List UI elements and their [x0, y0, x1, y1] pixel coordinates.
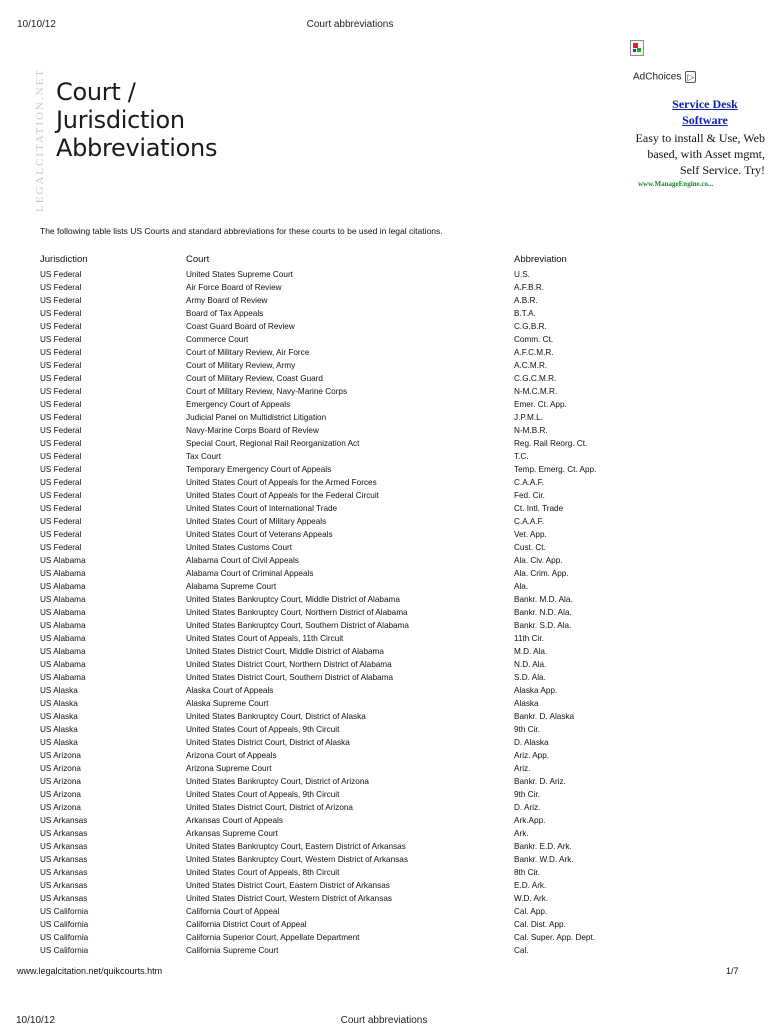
table-row	[40, 827, 654, 840]
broken-image-icon	[630, 40, 644, 56]
cell-jurisdiction: US Federal	[40, 374, 82, 383]
cell-court: Tax Court	[186, 452, 222, 461]
cell-abbreviation: D. Alaska	[514, 738, 549, 747]
cell-jurisdiction: US Federal	[40, 491, 82, 500]
table-row	[40, 879, 654, 892]
cell-abbreviation: U.S.	[514, 270, 530, 279]
cell-abbreviation: Comm. Ct.	[514, 335, 554, 344]
cell-abbreviation: A.F.B.R.	[514, 283, 545, 292]
cell-abbreviation: Alaska	[514, 699, 539, 708]
cell-abbreviation: 9th Cir.	[514, 790, 540, 799]
cell-court: United States District Court, District of Alaska	[186, 738, 350, 747]
table-row	[40, 359, 654, 372]
table-row	[40, 866, 654, 879]
cell-jurisdiction: US California	[40, 946, 89, 955]
cell-abbreviation: C.A.A.F.	[514, 478, 545, 487]
cell-court: Air Force Board of Review	[186, 283, 282, 292]
page-title	[56, 78, 217, 162]
cell-abbreviation: C.A.A.F.	[514, 517, 545, 526]
table-row	[40, 775, 654, 788]
adchoices-link[interactable]	[633, 71, 696, 83]
cell-abbreviation: Emer. Ct. App.	[514, 400, 567, 409]
cell-jurisdiction: US Alabama	[40, 569, 86, 578]
cell-abbreviation: T.C.	[514, 452, 529, 461]
cell-jurisdiction: US Arizona	[40, 790, 81, 799]
table-row	[40, 788, 654, 801]
cell-jurisdiction: US Alaska	[40, 686, 78, 695]
cell-abbreviation: N-M.B.R.	[514, 426, 548, 435]
cell-court: United States Court of Appeals for the Federal Circuit	[186, 491, 379, 500]
next-page-header-title: Court abbreviations	[340, 1015, 428, 1026]
cell-abbreviation: Bankr. D. Alaska	[514, 712, 575, 721]
cell-abbreviation: Ala. Civ. App.	[514, 556, 563, 565]
cell-jurisdiction: US Arizona	[40, 764, 81, 773]
cell-jurisdiction: US Federal	[40, 348, 82, 357]
cell-court: Alaska Court of Appeals	[186, 686, 274, 695]
cell-court: Arizona Supreme Court	[186, 764, 272, 773]
cell-court: United States Court of Appeals for the Armed Forces	[186, 478, 377, 487]
cell-abbreviation: N.D. Ala.	[514, 660, 547, 669]
cell-court: Court of Military Review, Army	[186, 361, 296, 370]
cell-jurisdiction: US Federal	[40, 335, 82, 344]
table-row	[40, 385, 654, 398]
cell-court: United States Customs Court	[186, 543, 293, 552]
table-row	[40, 320, 654, 333]
cell-abbreviation: A.F.C.M.R.	[514, 348, 554, 357]
cell-jurisdiction: US Alabama	[40, 647, 86, 656]
cell-abbreviation: Ariz. App.	[514, 751, 550, 760]
cell-jurisdiction: US Arkansas	[40, 855, 88, 864]
footer-page-number: 1/7	[726, 966, 739, 976]
cell-jurisdiction: US Federal	[40, 270, 82, 279]
page-title-line1: Court /	[56, 78, 136, 106]
cell-jurisdiction: US Alabama	[40, 621, 86, 630]
cell-court: United States Bankruptcy Court, District of Arizona	[186, 777, 369, 786]
table-row	[40, 801, 654, 814]
page-title-line2: Jurisdiction	[56, 106, 185, 134]
footer-url: www.legalcitation.net/quikcourts.htm	[17, 966, 163, 976]
cell-abbreviation: A.B.R.	[514, 296, 538, 305]
cell-abbreviation: 9th Cir.	[514, 725, 540, 734]
cell-jurisdiction: US Alaska	[40, 699, 78, 708]
table-row	[40, 723, 654, 736]
cell-court: United States Bankruptcy Court, Western District of Arkansas	[186, 855, 408, 864]
cell-abbreviation: Alaska App.	[514, 686, 558, 695]
cell-court: Alabama Court of Civil Appeals	[186, 556, 299, 565]
cell-court: Court of Military Review, Navy-Marine Corps	[186, 387, 348, 396]
brand-watermark: LEGALCITATION.NET	[34, 67, 46, 212]
cell-court: California District Court of Appeal	[186, 920, 307, 929]
cell-jurisdiction: US Federal	[40, 387, 82, 396]
cell-court: United States Court of Appeals, 9th Circuit	[186, 790, 340, 799]
table-row	[40, 710, 654, 723]
table-row	[40, 554, 654, 567]
table-row	[40, 853, 654, 866]
table-row	[40, 762, 654, 775]
cell-jurisdiction: US Federal	[40, 452, 82, 461]
table-row	[40, 918, 654, 931]
cell-abbreviation: Bankr. M.D. Ala.	[514, 595, 573, 604]
cell-jurisdiction: US Alabama	[40, 582, 86, 591]
table-row	[40, 632, 654, 645]
cell-court: Arkansas Court of Appeals	[186, 816, 283, 825]
cell-court: United States District Court, District of Arizona	[186, 803, 353, 812]
cell-abbreviation: C.G.C.M.R.	[514, 374, 557, 383]
table-row	[40, 268, 654, 281]
cell-court: United States District Court, Western District of Arkansas	[186, 894, 392, 903]
table-row	[40, 333, 654, 346]
cell-abbreviation: Cal.	[514, 946, 529, 955]
intro-text: The following table lists US Courts and standard abbreviations for these courts to be used in legal citations.	[40, 226, 443, 236]
cell-abbreviation: Ct. Intl. Trade	[514, 504, 564, 513]
cell-court: Judicial Panel on Multidistrict Litigation	[186, 413, 327, 422]
table-row	[40, 749, 654, 762]
cell-abbreviation: B.T.A.	[514, 309, 536, 318]
table-row	[40, 944, 654, 957]
cell-abbreviation: Cal. Dist. App.	[514, 920, 566, 929]
table-row	[40, 307, 654, 320]
cell-court: California Superior Court, Appellate Department	[186, 933, 360, 942]
cell-court: Alabama Supreme Court	[186, 582, 277, 591]
cell-court: Emergency Court of Appeals	[186, 400, 291, 409]
cell-jurisdiction: US Federal	[40, 530, 82, 539]
table-row	[40, 489, 654, 502]
cell-jurisdiction: US Alaska	[40, 738, 78, 747]
cell-court: United States Court of Appeals, 11th Circuit	[186, 634, 344, 643]
cell-abbreviation: Bankr. E.D. Ark.	[514, 842, 572, 851]
cell-abbreviation: Bankr. D. Ariz.	[514, 777, 566, 786]
cell-jurisdiction: US Arkansas	[40, 829, 88, 838]
table-row	[40, 294, 654, 307]
adchoices-icon: ▷	[687, 72, 695, 82]
cell-abbreviation: E.D. Ark.	[514, 881, 547, 890]
cell-abbreviation: Ala.	[514, 582, 529, 591]
cell-court: United States District Court, Middle District of Alabama	[186, 647, 384, 656]
cell-jurisdiction: US Federal	[40, 296, 82, 305]
table-row	[40, 840, 654, 853]
ad-url-link[interactable]: www.ManageEngine.co...	[638, 180, 714, 188]
cell-abbreviation: A.C.M.R.	[514, 361, 548, 370]
cell-jurisdiction: US Arkansas	[40, 868, 88, 877]
next-page-header-date: 10/10/12	[16, 1015, 55, 1026]
cell-jurisdiction: US Alaska	[40, 725, 78, 734]
cell-jurisdiction: US Federal	[40, 309, 82, 318]
cell-jurisdiction: US Arkansas	[40, 881, 88, 890]
cell-abbreviation: Ariz.	[514, 764, 531, 773]
cell-abbreviation: Ark.App.	[514, 816, 546, 825]
cell-abbreviation: Cal. Super. App. Dept.	[514, 933, 596, 942]
column-header-abbreviation: Abbreviation	[514, 253, 567, 265]
cell-jurisdiction: US Federal	[40, 517, 82, 526]
cell-abbreviation: Cal. App.	[514, 907, 548, 916]
header-title: Court abbreviations	[306, 19, 394, 30]
courts-table	[40, 253, 654, 957]
table-row	[40, 892, 654, 905]
cell-court: Army Board of Review	[186, 296, 268, 305]
cell-court: Navy-Marine Corps Board of Review	[186, 426, 319, 435]
cell-abbreviation: J.P.M.L.	[514, 413, 543, 422]
cell-jurisdiction: US Alabama	[40, 556, 86, 565]
table-row	[40, 281, 654, 294]
cell-court: United States District Court, Eastern District of Arkansas	[186, 881, 390, 890]
cell-court: Court of Military Review, Air Force	[186, 348, 310, 357]
cell-court: Temporary Emergency Court of Appeals	[186, 465, 332, 474]
cell-court: United States Bankruptcy Court, Middle District of Alabama	[186, 595, 400, 604]
cell-jurisdiction: US Alabama	[40, 673, 86, 682]
cell-court: United States Court of International Trade	[186, 504, 338, 513]
cell-abbreviation: Fed. Cir.	[514, 491, 545, 500]
table-row	[40, 593, 654, 606]
cell-jurisdiction: US Arizona	[40, 751, 81, 760]
header-date: 10/10/12	[17, 19, 56, 30]
cell-court: United States Bankruptcy Court, District of Alaska	[186, 712, 366, 721]
table-row	[40, 619, 654, 632]
cell-court: California Supreme Court	[186, 946, 279, 955]
cell-jurisdiction: US Federal	[40, 478, 82, 487]
table-row	[40, 658, 654, 671]
table-row	[40, 606, 654, 619]
cell-court: Coast Guard Board of Review	[186, 322, 295, 331]
table-row	[40, 931, 654, 944]
cell-court: United States Court of Appeals, 9th Circuit	[186, 725, 340, 734]
cell-abbreviation: Ark.	[514, 829, 529, 838]
cell-abbreviation: 11th Cir.	[514, 634, 544, 643]
cell-jurisdiction: US Federal	[40, 426, 82, 435]
cell-jurisdiction: US Federal	[40, 439, 82, 448]
cell-abbreviation: N-M.C.M.R.	[514, 387, 558, 396]
cell-jurisdiction: US Federal	[40, 322, 82, 331]
table-row	[40, 528, 654, 541]
cell-jurisdiction: US Federal	[40, 413, 82, 422]
cell-court: Court of Military Review, Coast Guard	[186, 374, 323, 383]
cell-court: California Court of Appeal	[186, 907, 280, 916]
cell-abbreviation: W.D. Ark.	[514, 894, 549, 903]
cell-jurisdiction: US Arkansas	[40, 842, 88, 851]
cell-jurisdiction: US California	[40, 933, 89, 942]
table-row	[40, 515, 654, 528]
cell-abbreviation: D. Ariz.	[514, 803, 541, 812]
cell-jurisdiction: US Federal	[40, 361, 82, 370]
cell-court: United States District Court, Northern District of Alabama	[186, 660, 392, 669]
cell-court: Alaska Supreme Court	[186, 699, 269, 708]
cell-abbreviation: Vet. App.	[514, 530, 547, 539]
cell-abbreviation: C.G.B.R.	[514, 322, 547, 331]
cell-jurisdiction: US Alabama	[40, 595, 86, 604]
cell-court: United States District Court, Southern District of Alabama	[186, 673, 394, 682]
cell-jurisdiction: US Federal	[40, 400, 82, 409]
cell-jurisdiction: US Arkansas	[40, 894, 88, 903]
cell-court: Alabama Court of Criminal Appeals	[186, 569, 314, 578]
column-header-court: Court	[186, 253, 210, 265]
cell-abbreviation: M.D. Ala.	[514, 647, 548, 656]
table-row	[40, 580, 654, 593]
cell-jurisdiction: US Federal	[40, 543, 82, 552]
table-row	[40, 463, 654, 476]
column-header-jurisdiction: Jurisdiction	[40, 253, 88, 265]
cell-court: United States Court of Appeals, 8th Circuit	[186, 868, 340, 877]
cell-court: Arizona Court of Appeals	[186, 751, 277, 760]
table-row	[40, 398, 654, 411]
cell-court: United States Court of Military Appeals	[186, 517, 327, 526]
cell-jurisdiction: US Federal	[40, 504, 82, 513]
table-row	[40, 450, 654, 463]
cell-abbreviation: S.D. Ala.	[514, 673, 546, 682]
cell-abbreviation: Bankr. S.D. Ala.	[514, 621, 572, 630]
cell-abbreviation: Ala. Crim. App.	[514, 569, 569, 578]
cell-abbreviation: Cust. Ct.	[514, 543, 546, 552]
cell-abbreviation: Bankr. N.D. Ala.	[514, 608, 572, 617]
cell-court: Special Court, Regional Rail Reorganization Act	[186, 439, 360, 448]
cell-jurisdiction: US Arizona	[40, 803, 81, 812]
cell-court: United States Supreme Court	[186, 270, 293, 279]
table-row	[40, 697, 654, 710]
table-row	[40, 905, 654, 918]
cell-jurisdiction: US Arizona	[40, 777, 81, 786]
cell-abbreviation: Reg. Rail Reorg. Ct.	[514, 439, 588, 448]
table-row	[40, 684, 654, 697]
table-row	[40, 411, 654, 424]
cell-jurisdiction: US Alabama	[40, 608, 86, 617]
table-row	[40, 814, 654, 827]
adchoices-label: AdChoices	[633, 71, 682, 83]
table-row	[40, 541, 654, 554]
cell-court: United States Bankruptcy Court, Southern District of Alabama	[186, 621, 409, 630]
cell-court: United States Bankruptcy Court, Eastern District of Arkansas	[186, 842, 406, 851]
cell-jurisdiction: US Arkansas	[40, 816, 88, 825]
page-title-line3: Abbreviations	[56, 134, 218, 162]
cell-court: United States Court of Veterans Appeals	[186, 530, 333, 539]
table-row	[40, 424, 654, 437]
cell-jurisdiction: US Alaska	[40, 712, 78, 721]
cell-jurisdiction: US Federal	[40, 283, 82, 292]
cell-court: United States Bankruptcy Court, Northern District of Alabama	[186, 608, 408, 617]
cell-jurisdiction: US Alabama	[40, 634, 86, 643]
cell-court: Board of Tax Appeals	[186, 309, 264, 318]
cell-abbreviation: Temp. Emerg. Ct. App.	[514, 465, 597, 474]
table-row	[40, 567, 654, 580]
table-header-row	[40, 253, 654, 268]
cell-abbreviation: 8th Cir.	[514, 868, 540, 877]
table-row	[40, 346, 654, 359]
cell-court: Commerce Court	[186, 335, 249, 344]
table-row	[40, 372, 654, 385]
table-row	[40, 645, 654, 658]
cell-abbreviation: Bankr. W.D. Ark.	[514, 855, 574, 864]
cell-jurisdiction: US California	[40, 907, 89, 916]
ad-title-link[interactable]: Service Desk Software	[672, 97, 738, 127]
cell-jurisdiction: US Alabama	[40, 660, 86, 669]
ad-body: Easy to install & Use, Web based, with Asset mgmt, Self Service. Try!	[635, 131, 765, 177]
cell-jurisdiction: US Federal	[40, 465, 82, 474]
cell-jurisdiction: US California	[40, 920, 89, 929]
cell-court: Arkansas Supreme Court	[186, 829, 278, 838]
table-row	[40, 736, 654, 749]
table-row	[40, 476, 654, 489]
table-row	[40, 502, 654, 515]
table-row	[40, 671, 654, 684]
table-row	[40, 437, 654, 450]
